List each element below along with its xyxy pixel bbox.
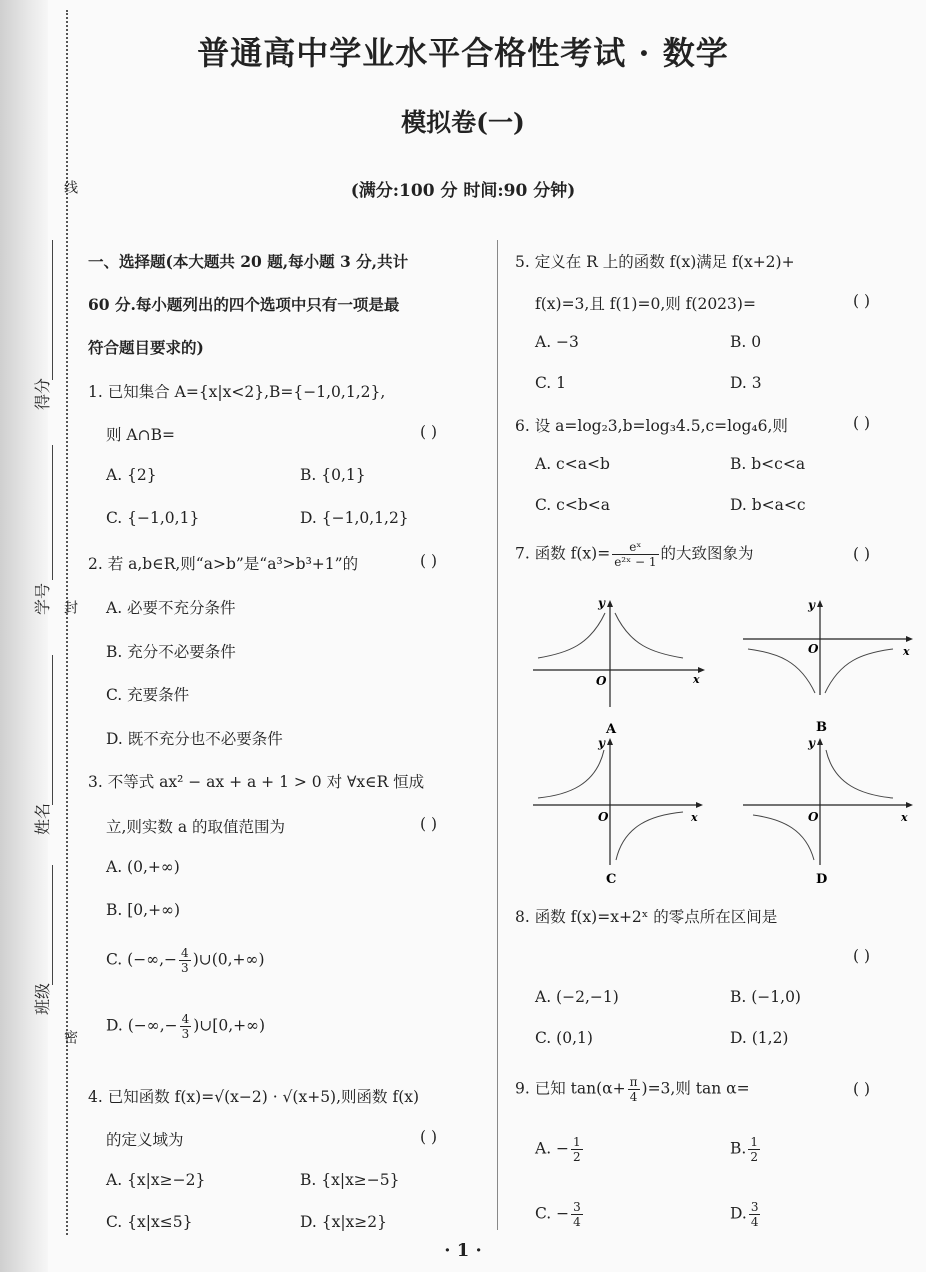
svg-text:x: x [903,645,910,658]
q4-stem-line2: 的定义域为 [106,1131,184,1149]
q6-stem-line1: 6. 设 a=log₂3,b=log₃4.5,c=log₄6,则 [515,417,788,435]
svg-text:O: O [598,810,609,824]
q4-option-b: B. {x|x≥−5} [300,1171,400,1189]
q7-graph-d [738,735,918,887]
q5-answer-paren: ( ) [853,292,871,310]
q1-option-b: B. {0,1} [300,466,366,484]
q3-c-fraction: $\frac{4}{3}$ [181,946,189,975]
side-label-score: 得分 [33,377,52,410]
side-mark-xian: 线 [62,180,78,194]
side-mark-mi: 密 [62,1030,78,1044]
q8-option-b: B. (−1,0) [730,988,801,1006]
q8-option-c: C. (0,1) [535,1029,593,1047]
q9-answer-paren: ( ) [853,1080,871,1098]
q2-stem-line1: 2. 若 a,b∈R,则“a>b”是“a³>b³+1”的 [88,555,359,573]
q7-label-c: C [606,872,617,887]
q2-option-c: C. 充要条件 [106,686,190,704]
svg-text:O: O [808,642,819,656]
svg-text:y: y [808,736,815,750]
q5-stem-line1: 5. 定义在 R 上的函数 f(x)满足 f(x+2)+ [515,253,795,271]
q9-fraction: $\frac{\pi}{4}$ [629,1075,638,1104]
q1-stem-line1: 1. 已知集合 A={x|x<2},B={−1,0,1,2}, [88,383,386,401]
svg-text:y: y [598,736,605,750]
section-heading-line1: 一、选择题(本大题共 20 题,每小题 3 分,共计 [88,252,409,271]
q4-option-d: D. {x|x≥2} [300,1213,388,1231]
section-heading-line2: 60 分.每小题列出的四个选项中只有一项是最 [88,295,400,314]
svg-text:y: y [808,598,815,612]
q1-option-c: C. {−1,0,1} [106,509,200,527]
q8-answer-paren: ( ) [853,947,871,965]
q7-label-b: B [816,720,827,735]
q7-label-a: A [606,722,617,737]
q3-option-b: B. [0,+∞) [106,901,181,919]
q6-option-b: B. b<c<a [730,455,806,473]
q9-option-a: A. − $\frac{1}{2}$ [535,1135,581,1164]
class-fill-line [52,865,53,985]
q6-option-c: C. c<b<a [535,496,610,514]
q6-answer-paren: ( ) [853,414,871,432]
svg-text:O: O [808,810,819,824]
page-title: 普通高中学业水平合格性考试 · 数学 [197,34,729,72]
page-number: · 1 · [444,1240,482,1261]
column-divider [497,240,498,1230]
q9-stem-line1: 9. 已知 tan(α+ $\frac{\pi}{4}$ )=3,则 tan α= [515,1075,750,1104]
q6-option-d: D. b<a<c [730,496,806,514]
q1-option-d: D. {−1,0,1,2} [300,509,409,527]
q8-option-d: D. (1,2) [730,1029,789,1047]
q2-answer-paren: ( ) [420,552,438,570]
q4-stem-line1: 4. 已知函数 f(x)=√(x−2) · √(x+5),则函数 f(x) [88,1088,420,1106]
q3-option-a: A. (0,+∞) [106,858,180,876]
q5-option-b: B. 0 [730,333,762,351]
q4-answer-paren: ( ) [420,1128,438,1146]
name-fill-line [52,655,53,805]
q4-option-c: C. {x|x≤5} [106,1213,193,1231]
q9-option-d: D. $\frac{3}{4}$ [730,1200,759,1229]
q2-option-b: B. 充分不必要条件 [106,643,236,661]
q9-option-c: C. − $\frac{3}{4}$ [535,1200,581,1229]
q2-option-a: A. 必要不充分条件 [106,599,236,617]
q6-option-a: A. c<a<b [535,455,610,473]
q1-answer-paren: ( ) [420,423,438,441]
side-label-name: 姓名 [33,802,52,835]
page-subtitle: 模拟卷(一) [401,108,525,137]
q7-graph-c [528,735,708,887]
q3-stem-line1: 3. 不等式 ax² − ax + a + 1 > 0 对 ∀x∈R 恒成 [88,773,425,791]
q8-stem-line1: 8. 函数 f(x)=x+2ˣ 的零点所在区间是 [515,908,778,926]
q2-option-d: D. 既不充分也不必要条件 [106,730,283,748]
q7-label-d: D [816,872,828,887]
section-heading-line3: 符合题目要求的) [88,338,204,357]
q7-answer-paren: ( ) [853,545,871,563]
q7-stem-line1: 7. 函数 f(x)= $\frac{\text{eˣ}}{\text{e²ˣ − 1}}$ 的大致图象为 [515,540,754,569]
q3-answer-paren: ( ) [420,815,438,833]
number-fill-line [52,445,53,580]
q7-graph-a [528,595,708,745]
q5-stem-line2: f(x)=3,且 f(1)=0,则 f(2023)= [535,295,756,313]
q5-option-a: A. −3 [535,333,579,351]
q7-fraction: $\frac{\text{eˣ}}{\text{e²ˣ − 1}}$ [614,540,657,569]
side-mark-feng: 封 [62,600,78,614]
svg-text:y: y [598,596,605,610]
q5-option-c: C. 1 [535,374,567,392]
side-label-class: 班级 [33,982,52,1015]
q1-stem-line2: 则 A∩B= [106,426,175,444]
q7-graph-b [738,595,918,745]
q3-stem-line2: 立,则实数 a 的取值范围为 [106,818,286,836]
side-label-number: 学号 [33,582,52,615]
q3-option-c: C. (−∞,− $\frac{4}{3}$ )∪(0,+∞) [106,946,265,975]
q1-option-a: A. {2} [106,466,157,484]
svg-text:x: x [691,811,698,824]
q3-option-d: D. (−∞,− $\frac{4}{3}$ )∪[0,+∞) [106,1012,266,1041]
svg-text:O: O [596,674,607,688]
svg-text:x: x [901,811,908,824]
svg-text:x: x [693,673,700,686]
q8-option-a: A. (−2,−1) [535,988,619,1006]
q5-option-d: D. 3 [730,374,762,392]
q4-option-a: A. {x|x≥−2} [106,1171,206,1189]
score-fill-line [52,240,53,380]
q9-option-b: B. $\frac{1}{2}$ [730,1135,758,1164]
exam-info: (满分:100 分 时间:90 分钟) [350,181,576,201]
q3-d-fraction: $\frac{4}{3}$ [181,1012,190,1041]
